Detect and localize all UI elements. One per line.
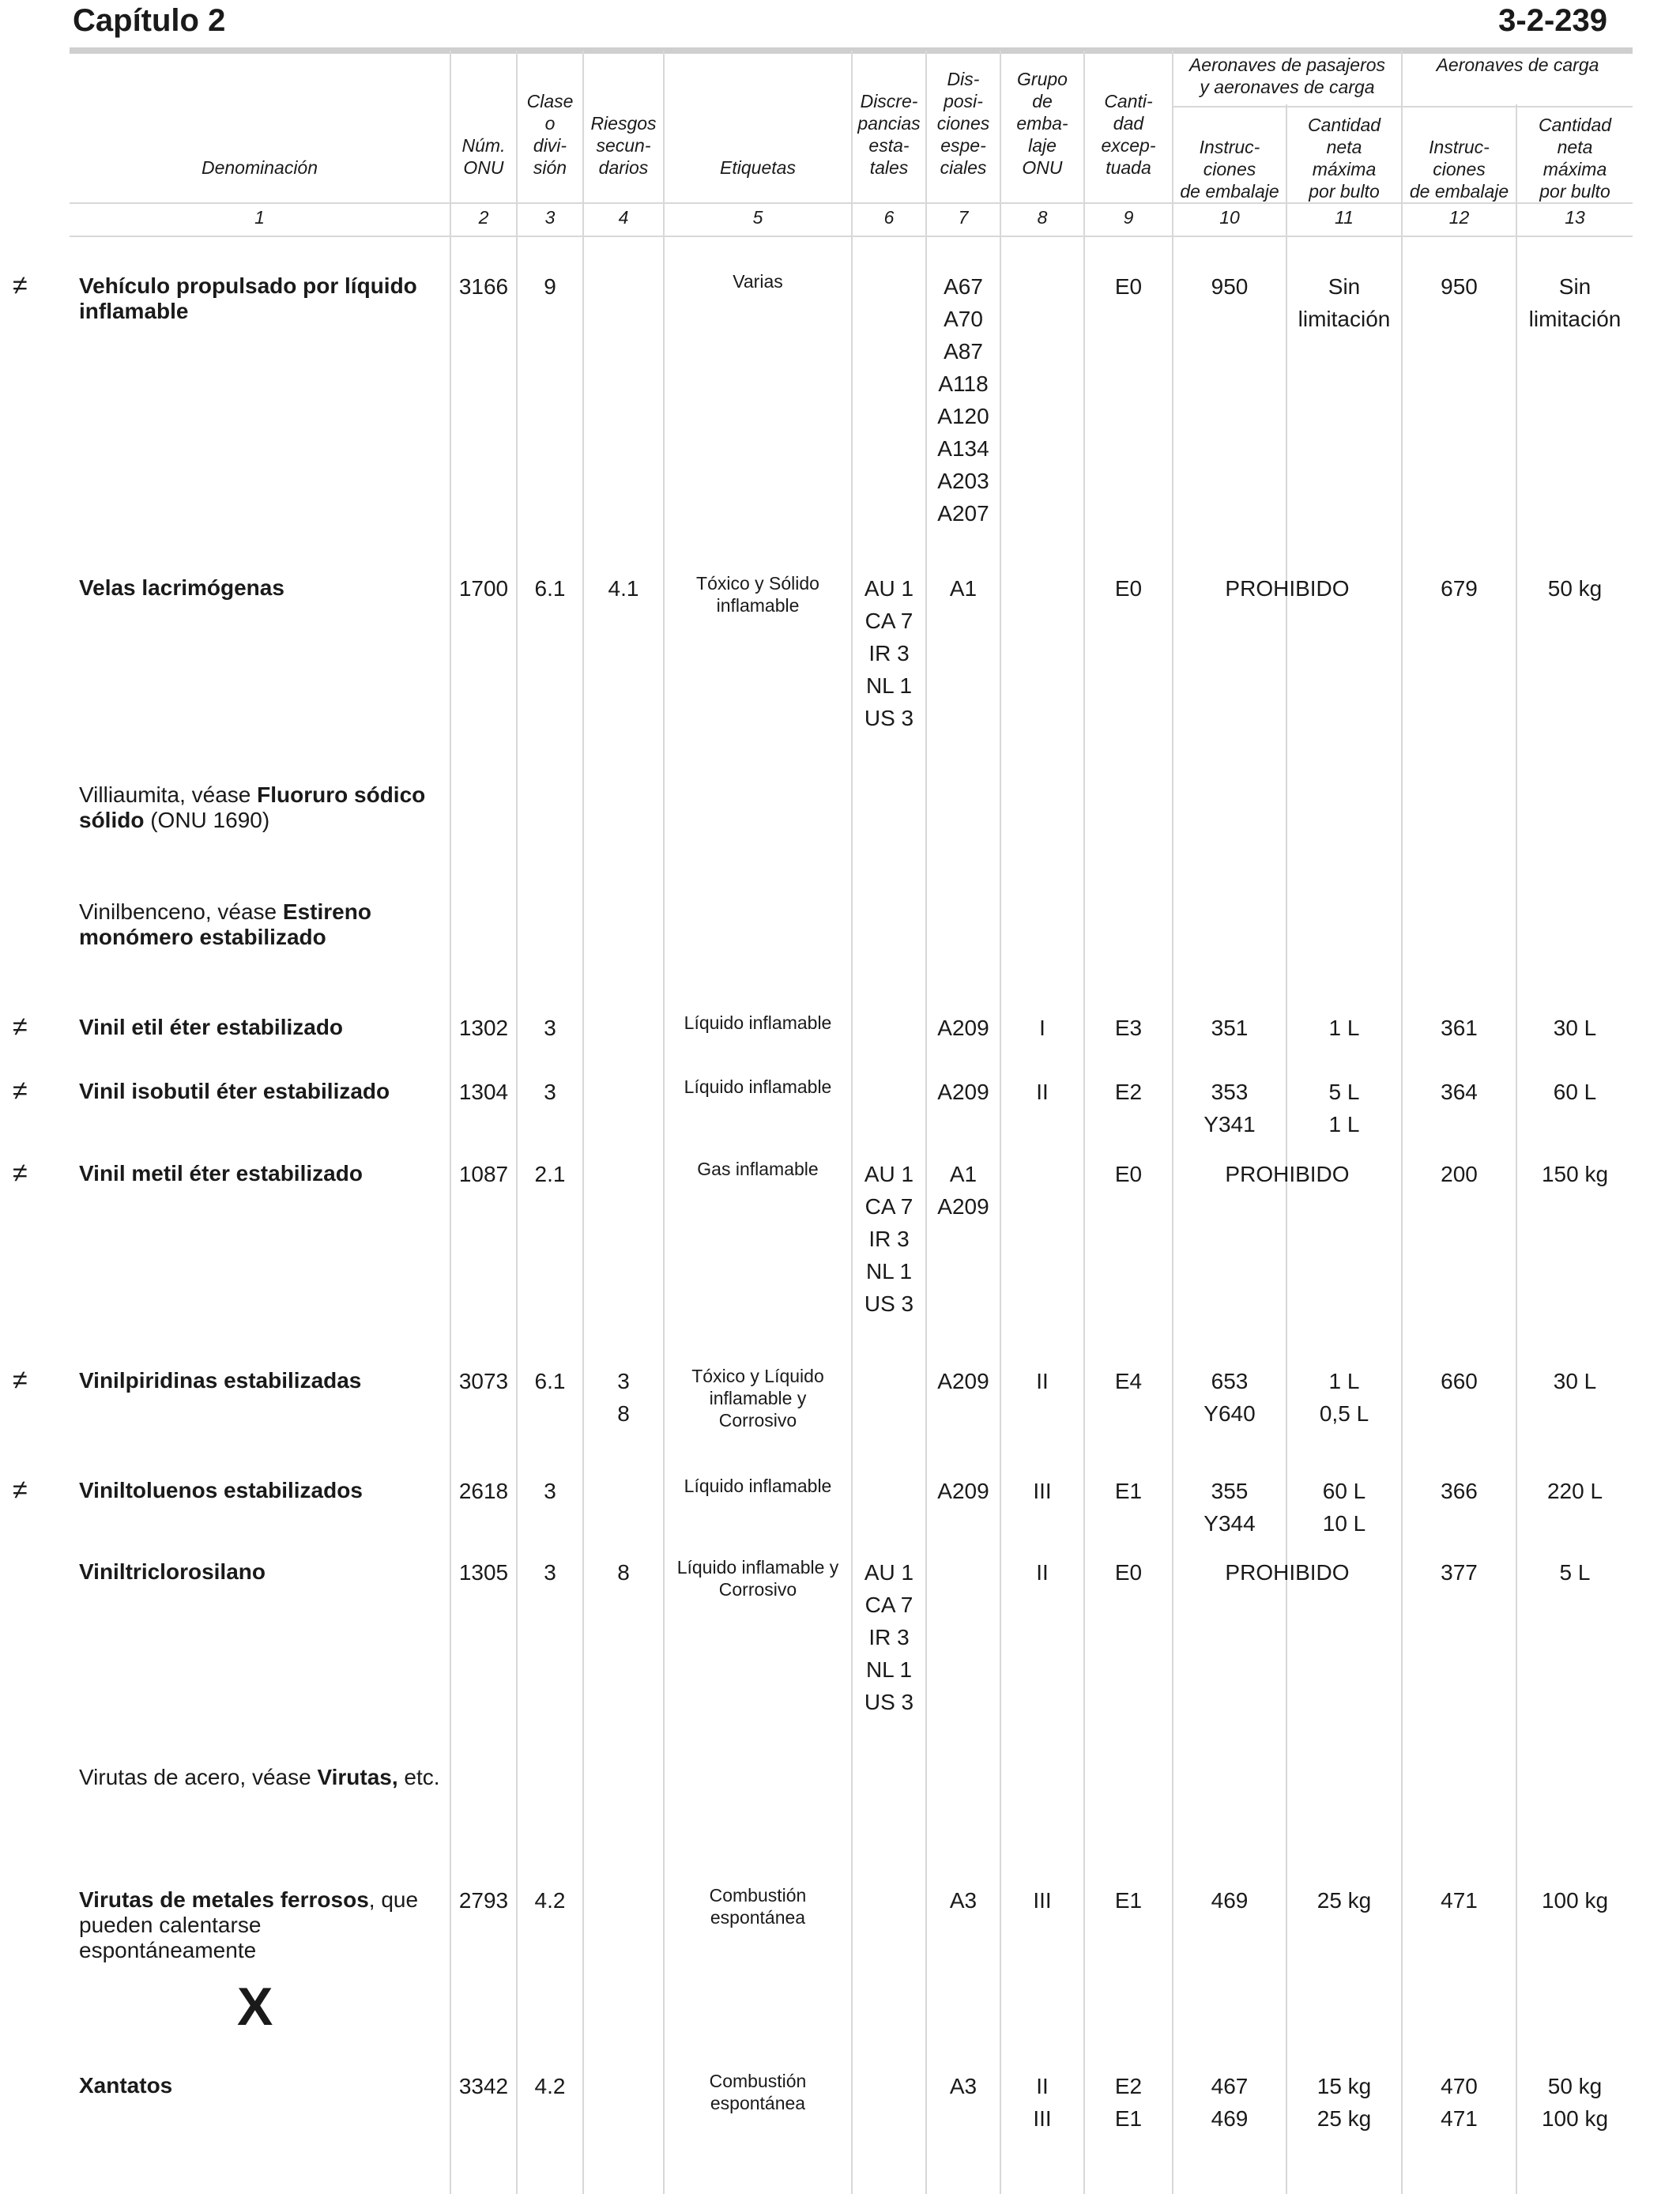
substance-name [79, 1887, 443, 1963]
packing-group: II [1036, 1080, 1049, 1104]
column-divider [516, 51, 518, 2194]
substance-name [79, 1368, 443, 1393]
cargo-packing-instruction: 470 471 [1441, 2074, 1478, 2131]
header-cantidad-exceptuada: Canti- dad excep- tuada [1101, 91, 1156, 178]
special-provisions: A209 [937, 1369, 989, 1393]
column-number: 9 [1123, 207, 1134, 228]
pax-packing-instruction: 351 [1211, 1016, 1249, 1040]
excepted-quantity: E0 [1114, 1560, 1143, 1585]
onu-number: 1087 [458, 1162, 509, 1186]
cargo-packing-instruction: 361 [1441, 1016, 1478, 1040]
excepted-quantity: E0 [1114, 1162, 1143, 1186]
name-bold-text: Viniltriclorosilano [79, 1559, 266, 1584]
column-divider [582, 51, 584, 2194]
labels: Líquido inflamable [684, 1076, 832, 1097]
special-provisions: A209 [937, 1016, 989, 1040]
subsidiary-risk: 3 8 [617, 1369, 630, 1426]
special-provisions: A209 [937, 1080, 989, 1104]
class-division: 3 [544, 1560, 556, 1585]
column-number: 12 [1448, 207, 1470, 228]
packing-group: III [1033, 1479, 1052, 1503]
header-instrucciones-carga: Instruc- ciones de embalaje [1409, 137, 1509, 202]
pax-packing-instruction: 467 469 [1211, 2074, 1249, 2131]
name-bold-text: Vinil isobutil éter estabilizado [79, 1079, 390, 1103]
forbidden-label: PROHIBIDO [1225, 1560, 1350, 1585]
column-divider [1000, 51, 1001, 2194]
column-number: 8 [1037, 207, 1048, 228]
special-provisions: A1 A209 [937, 1162, 989, 1219]
column-number: 10 [1219, 207, 1240, 228]
not-equal-mark: ≠ [13, 1475, 28, 1505]
substance-name [79, 1478, 443, 1503]
special-provisions: A67 A70 A87 A118 A120 A134 A203 A207 [937, 274, 989, 526]
class-division: 3 [544, 1479, 556, 1503]
pax-max-net-quantity: 1 L 0,5 L [1319, 1369, 1369, 1426]
substance-name [79, 899, 443, 950]
forbidden-label: PROHIBIDO [1225, 576, 1350, 601]
excepted-quantity: E4 [1114, 1369, 1143, 1393]
not-equal-mark: ≠ [13, 1012, 28, 1042]
cargo-packing-instruction: 660 [1441, 1369, 1478, 1393]
labels: Tóxico y Líquido inflamable y Corrosivo [691, 1366, 824, 1431]
subsidiary-risk: 8 [617, 1560, 630, 1585]
substance-name [79, 1161, 443, 1186]
header-cantidad-carga: Cantidad neta máxima por bulto [1538, 115, 1612, 202]
pax-packing-instruction: 355 Y344 [1203, 1479, 1256, 1536]
cargo-packing-instruction: 364 [1441, 1080, 1478, 1104]
onu-number: 1305 [458, 1560, 509, 1585]
header-grupo: Grupo de emba- laje ONU [1016, 69, 1068, 178]
name-bold-text: Virutas, [317, 1765, 398, 1789]
onu-number: 1700 [458, 576, 509, 601]
chapter-title: Capítulo 2 [73, 3, 226, 38]
name-bold-text: Virutas de metales ferrosos [79, 1887, 369, 1912]
column-divider [1516, 104, 1517, 2194]
packing-group: II [1036, 1560, 1049, 1585]
special-provisions: A209 [937, 1479, 989, 1503]
labels: Combustión espontánea [709, 2071, 807, 2113]
section-letter: X [237, 1977, 273, 2037]
class-division: 3 [544, 1080, 556, 1104]
column-number: 11 [1335, 207, 1354, 228]
excepted-quantity: E2 E1 [1114, 2074, 1143, 2131]
class-division: 3 [544, 1016, 556, 1040]
packing-group: II [1036, 1369, 1049, 1393]
name-bold-text: Vinil etil éter estabilizado [79, 1015, 344, 1039]
onu-number: 1304 [458, 1080, 509, 1104]
header-discrepancias: Discre- pancias esta- tales [857, 91, 921, 178]
name-bold-text: Xantatos [79, 2073, 173, 2098]
cargo-max-net-quantity: 60 L [1553, 1080, 1597, 1104]
onu-number: 2618 [458, 1479, 509, 1503]
cargo-packing-instruction: 471 [1441, 1888, 1478, 1913]
pax-max-net-quantity: 1 L [1328, 1016, 1360, 1040]
labels: Varias [733, 271, 783, 292]
state-variations: AU 1 CA 7 IR 3 NL 1 US 3 [864, 576, 914, 730]
column-number: 1 [254, 207, 265, 228]
pax-max-net-quantity: 5 L 1 L [1328, 1080, 1360, 1137]
packing-group: II III [1033, 2074, 1052, 2131]
name-bold-text: Fluoruro sódico sólido [79, 782, 426, 832]
class-division: 6.1 [534, 576, 566, 601]
name-bold-text: Viniltoluenos estabilizados [79, 1478, 363, 1502]
excepted-quantity: E3 [1114, 1016, 1143, 1040]
onu-number: 2793 [458, 1888, 509, 1913]
header-clase: Clase o divi- sión [526, 91, 574, 178]
special-provisions: A3 [949, 2074, 977, 2098]
column-divider [450, 51, 451, 2194]
header-instrucciones-pasajeros: Instruc- ciones de embalaje [1180, 137, 1279, 202]
header-riesgos: Riesgos secun- darios [590, 113, 657, 178]
onu-number: 3073 [458, 1369, 509, 1393]
cargo-packing-instruction: 377 [1441, 1560, 1478, 1585]
labels: Combustión espontánea [709, 1885, 807, 1928]
pax-max-net-quantity: Sin limitación [1298, 274, 1391, 331]
name-reference-text: Vinilbenceno, véase [79, 899, 283, 924]
name-reference-text: Villiaumita, véase [79, 782, 258, 807]
column-divider [1286, 104, 1287, 2194]
name-bold-text: Vinil metil éter estabilizado [79, 1161, 363, 1186]
class-division: 2.1 [534, 1162, 566, 1186]
labels: Líquido inflamable y Corrosivo [676, 1557, 839, 1600]
substance-name [79, 1559, 443, 1585]
name-bold-text: Estireno monómero estabilizado [79, 899, 371, 949]
name-suffix-text: etc. [397, 1765, 440, 1789]
excepted-quantity: E1 [1114, 1479, 1143, 1503]
header-denominacion: Denominación [201, 157, 318, 178]
substance-name [79, 575, 443, 601]
cargo-max-net-quantity: 30 L [1553, 1369, 1597, 1393]
pax-max-net-quantity: 60 L 10 L [1322, 1479, 1366, 1536]
page-number: 3-2-239 [1498, 3, 1607, 38]
excepted-quantity: E0 [1114, 274, 1143, 299]
header-group-rule [1172, 106, 1633, 107]
name-bold-text: Vehículo propulsado por líquido inflamable [79, 273, 417, 323]
column-number: 4 [618, 207, 629, 228]
column-number: 6 [883, 207, 895, 228]
substance-name [79, 1765, 443, 1790]
excepted-quantity: E2 [1114, 1080, 1143, 1104]
cargo-max-net-quantity: 5 L [1559, 1560, 1591, 1585]
class-division: 4.2 [534, 2074, 566, 2098]
header-disposiciones: Dis- posi- ciones espe- ciales [936, 69, 990, 178]
excepted-quantity: E1 [1114, 1888, 1143, 1913]
pax-packing-instruction: 469 [1211, 1888, 1249, 1913]
cargo-max-net-quantity: 50 kg 100 kg [1541, 2074, 1609, 2131]
column-number: 2 [478, 207, 489, 228]
excepted-quantity: E0 [1114, 576, 1143, 601]
column-number: 7 [958, 207, 969, 228]
state-variations: AU 1 CA 7 IR 3 NL 1 US 3 [864, 1560, 914, 1714]
cargo-max-net-quantity: 220 L [1546, 1479, 1603, 1503]
labels: Líquido inflamable [684, 1012, 832, 1033]
labels: Tóxico y Sólido inflamable [696, 573, 819, 616]
cargo-max-net-quantity: 150 kg [1541, 1162, 1609, 1186]
class-division: 6.1 [534, 1369, 566, 1393]
name-suffix-text: (ONU 1690) [144, 808, 270, 832]
packing-group: III [1033, 1888, 1052, 1913]
subsidiary-risk: 4.1 [608, 576, 639, 601]
column-number: 3 [544, 207, 556, 228]
header-carga-group: Aeronaves de carga [1436, 55, 1599, 75]
special-provisions: A3 [949, 1888, 977, 1913]
pax-max-net-quantity: 25 kg [1317, 1888, 1372, 1913]
class-division: 9 [544, 274, 556, 299]
class-division: 4.2 [534, 1888, 566, 1913]
cargo-packing-instruction: 679 [1441, 576, 1478, 601]
state-variations: AU 1 CA 7 IR 3 NL 1 US 3 [864, 1162, 914, 1316]
name-bold-text: Vinilpiridinas estabilizadas [79, 1368, 362, 1393]
cargo-max-net-quantity: 50 kg [1547, 576, 1603, 601]
header-rule [70, 202, 1633, 204]
header-etiquetas: Etiquetas [720, 157, 796, 178]
name-reference-text: Virutas de acero, véase [79, 1765, 318, 1789]
cargo-max-net-quantity: 30 L [1553, 1016, 1597, 1040]
onu-number: 3342 [458, 2074, 509, 2098]
header-pasajeros-group: Aeronaves de pasajeros y aeronaves de carga [1188, 55, 1386, 97]
column-divider [851, 51, 853, 2194]
labels: Líquido inflamable [684, 1476, 832, 1496]
header-onu: Núm. ONU [461, 135, 506, 178]
cargo-packing-instruction: 950 [1441, 274, 1478, 299]
column-number: 13 [1565, 207, 1585, 228]
special-provisions: A1 [949, 576, 977, 601]
not-equal-mark: ≠ [13, 1158, 28, 1188]
header-cantidad-pasajeros: Cantidad neta máxima por bulto [1307, 115, 1381, 202]
pax-packing-instruction: 950 [1211, 274, 1249, 299]
cargo-max-net-quantity: Sin limitación [1528, 274, 1622, 331]
name-bold-text: Velas lacrimógenas [79, 575, 284, 600]
labels: Gas inflamable [697, 1159, 819, 1179]
pax-max-net-quantity: 15 kg 25 kg [1317, 2074, 1372, 2131]
substance-name [79, 1015, 443, 1040]
column-number: 5 [752, 207, 763, 228]
column-divider [663, 51, 665, 2194]
onu-number: 1302 [458, 1016, 509, 1040]
cargo-max-net-quantity: 100 kg [1541, 1888, 1609, 1913]
substance-name [79, 273, 443, 324]
column-number-rule [70, 236, 1633, 237]
onu-number: 3166 [458, 274, 509, 299]
column-divider [1401, 51, 1403, 2194]
packing-group: I [1039, 1016, 1045, 1040]
substance-name [79, 782, 443, 833]
cargo-packing-instruction: 366 [1441, 1479, 1478, 1503]
not-equal-mark: ≠ [13, 270, 28, 300]
name-suffix-text: , que pueden calentarse espontáneamente [79, 1887, 419, 1962]
substance-name [79, 1079, 443, 1104]
substance-name [79, 2073, 443, 2098]
cargo-packing-instruction: 200 [1441, 1162, 1478, 1186]
not-equal-mark: ≠ [13, 1076, 28, 1106]
forbidden-label: PROHIBIDO [1225, 1162, 1350, 1186]
not-equal-mark: ≠ [13, 1365, 28, 1395]
pax-packing-instruction: 653 Y640 [1203, 1369, 1256, 1426]
pax-packing-instruction: 353 Y341 [1203, 1080, 1256, 1137]
column-divider [1083, 51, 1085, 2194]
